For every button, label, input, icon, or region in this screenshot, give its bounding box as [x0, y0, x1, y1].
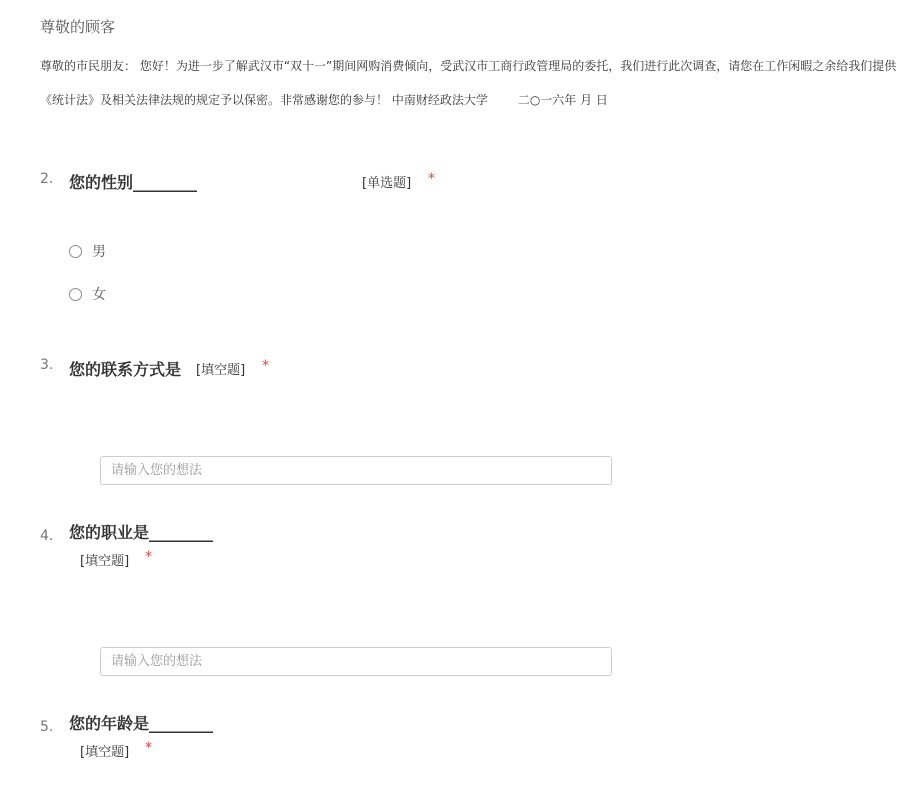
- option-label[interactable]: 男: [92, 244, 106, 260]
- greeting-title: 尊敬的顾客: [40, 18, 116, 36]
- intro-text-line-1: 尊敬的市民朋友： 您好！为进一步了解武汉市“双十一”期间网购消费倾向，受武汉市工商行政管理局的委托，我们进行此次调查，请您在工作闲暇之余给我们提供: [40, 59, 897, 73]
- question-title: 您的性别________: [69, 173, 198, 192]
- required-mark: *: [145, 549, 152, 565]
- question-title: 您的职业是________: [69, 523, 214, 542]
- radio-circle-icon[interactable]: [69, 288, 82, 301]
- intro-signature-date: 二○一六年 月 日: [517, 93, 608, 107]
- intro-text-line-2: [40, 91, 608, 108]
- question-number: 4.: [40, 528, 54, 544]
- gender-option-female[interactable]: [69, 284, 106, 304]
- intro-text-line-2-body: 《统计法》及相关法律法规的规定予以保密。非常感谢您的参与！ 中南财经政法大学: [40, 93, 488, 107]
- required-mark: *: [145, 740, 152, 756]
- question-number: 3.: [40, 357, 54, 373]
- question-type-label: [填空题]: [80, 745, 130, 760]
- contact-input[interactable]: [100, 456, 612, 485]
- question-number: 2.: [40, 171, 54, 187]
- option-label[interactable]: 女: [92, 287, 106, 303]
- question-number: 5.: [40, 719, 54, 735]
- question-title: 您的联系方式是: [69, 360, 182, 379]
- occupation-input[interactable]: [100, 647, 612, 676]
- radio-circle-icon[interactable]: [69, 245, 82, 258]
- question-type-label: [单选题]: [362, 176, 412, 191]
- required-mark: *: [262, 358, 269, 374]
- gender-option-male[interactable]: [69, 241, 106, 261]
- question-type-label: [填空题]: [196, 363, 246, 378]
- question-title: 您的年龄是________: [69, 714, 214, 733]
- required-mark: *: [428, 171, 435, 187]
- question-type-label: [填空题]: [80, 554, 130, 569]
